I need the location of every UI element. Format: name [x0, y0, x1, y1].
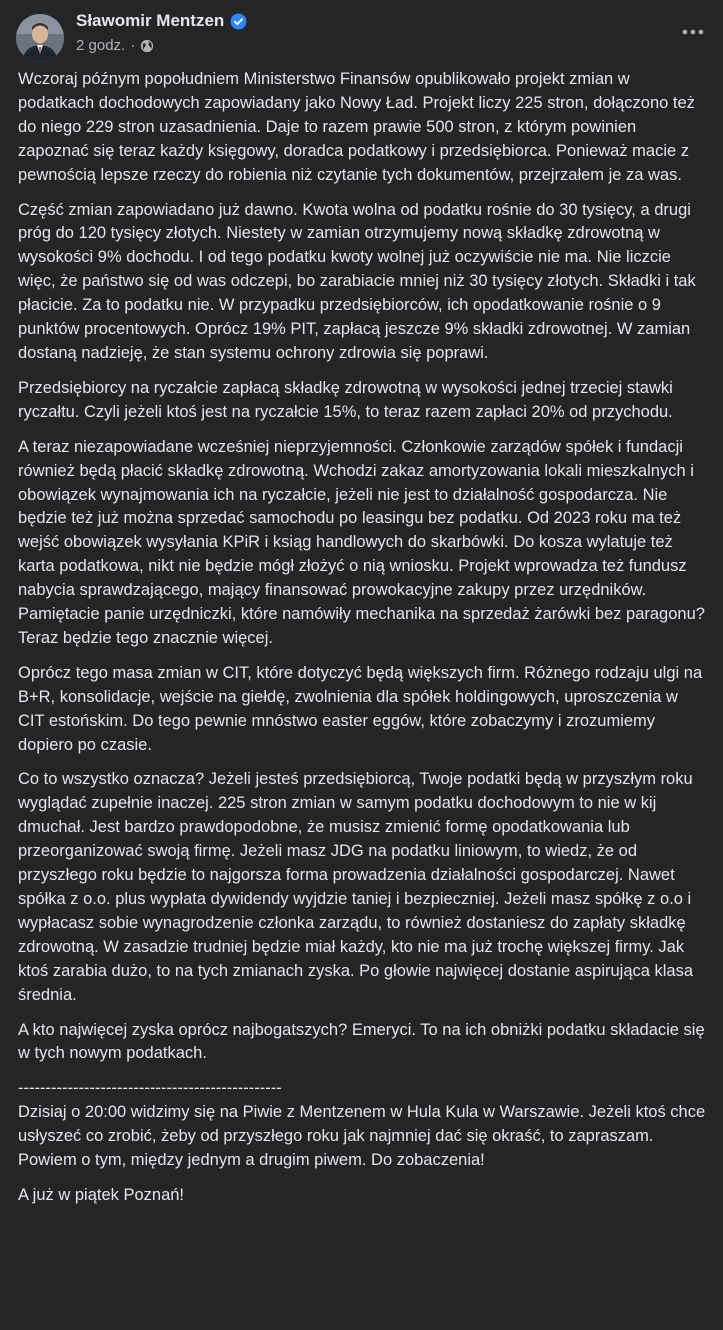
- author-info: [76, 11, 247, 54]
- post-paragraph: A kto najwięcej zyska oprócz najbogatszych? Emeryci. To na ich obniżki podatku składacie się w tych nowym podatkach.: [18, 1020, 705, 1063]
- post-paragraph: Wczoraj późnym popołudniem Ministerstwo Finansów opublikowało projekt zmian w podatkach dochodowych zapowiadany jako Nowy Ład. Projekt liczy 225 stron, dołączono też do niego 229 stron uzasadnienia. Daje to razem prawie 500 stron, z którym powinien zapoznać się teraz każdy księgowy, doradca podatkowy i przedsiębiorca. Ponieważ macie z pewnością lepsze rzeczy do robienia niż czytanie tych dokumentów, przejrzałem je za was.: [18, 70, 695, 184]
- post-paragraph: Część zmian zapowiadano już dawno. Kwota wolna od podatku rośnie do 30 tysięcy, a drugi próg do 120 tysięcy złotych. Niestety w zamian otrzymujemy nową składkę zdrowotną w wysokości 9% dochodu. I od tego podatku kwoty wolnej już oczywiście nie ma. Nie liczcie więc, że państwo się od was odczepi, bo zarabiacie mniej niż 30 tysięcy złotych. Składki i tak płacicie. Za to podatku nie. W przypadku przedsiębiorców, ich opodatkowanie rośnie o 9 punktów procentowych. Oprócz 19% PIT, zapłacą jeszcze 9% składki zdrowotnej. W zamian dostaną nadzieję, że stan systemu ochrony zdrowia się poprawi.: [18, 200, 696, 362]
- post-header: [0, 0, 723, 68]
- meta-separator: ·: [130, 37, 136, 54]
- post-paragraph: A już w piątek Poznań!: [18, 1185, 185, 1204]
- post-timestamp[interactable]: 2 godz.: [76, 37, 126, 54]
- post-paragraph: Co to wszystko oznacza? Jeżeli jesteś przedsiębiorcą, Twoje podatki będą w przyszłym roku wyglądać zupełnie inaczej. 225 stron zmian w samym podatku dochodowym to nie w kij dmuchał. Jest bardzo prawdopodobne, że musisz zmienić formę opodatkowania lub przeorganizować swoją firmę. Jeżeli masz JDG na podatku liniowym, to wiedz, że od przyszłego roku będzie to najgorsza forma prowadzenia działalności gospodarczej. Nawet spółka z o.o. plus wypłata dywidendy wyjdzie taniej i bezpieczniej. Jeżeli masz spółkę z o.o i wypłacasz sobie wynagrodzenie członka zarządu, to również dostaniesz do zapłaty składkę zdrowotną. W zasadzie trudniej będzie miał każdy, kto nie ma już trochę większej firmy. Jak ktoś zarabia dużo, to na tych zmianach zyska. Po głowie najwięcej dostanie aspirująca klasa średnia.: [18, 770, 694, 1004]
- globe-icon[interactable]: [140, 39, 154, 53]
- post-paragraph: Dzisiaj o 20:00 widzimy się na Piwie z Mentzenem w Hula Kula w Warszawie. Jeżeli ktoś chce usłyszeć co zrobić, żeby od przyszłego roku jak najmniej dać się okraść, to zapraszam. Powiem o tym, między jednym a drugim piwem. Do zobaczenia!: [18, 1103, 706, 1170]
- author-avatar[interactable]: [16, 14, 64, 62]
- post-meta: [76, 37, 247, 54]
- more-options-button[interactable]: [679, 20, 707, 44]
- profile-photo-icon: [16, 14, 64, 62]
- post-paragraph: Oprócz tego masa zmian w CIT, które dotyczyć będą większych firm. Różnego rodzaju ulgi na B+R, konsolidacje, wejście na giełdę, zwolnienia dla spółek holdingowych, uproszczenia w CIT estońskim. Do tego pewnie mnóstwo easter eggów, które zobaczymy i zrozumiemy dopiero po czasie.: [18, 663, 703, 754]
- verified-badge-icon: [230, 13, 247, 30]
- post-paragraph: A teraz niezapowiadane wcześniej nieprzyjemności. Członkowie zarządów spółek i fundacji również będą płacić składkę zdrowotną. Wchodzi zakaz amortyzowania lokali mieszkalnych i obowiązek wynajmowania ich na ryczałcie, jeżeli nie jest to działalność gospodarcza. Nie będzie też już można sprzedać samochodu po leasingu bez podatku. Od 2023 roku ma też wejść obowiązek wysyłania KPiR i ksiąg handlowych do skarbówki. Do kosza wylatuje też karta podatkowa, nikt nie będzie mógł złożyć o nią wniosku. Projekt wprowadza też fundusz nabycia sprawdzającego, mający finansować prowokacyjne zakupy przez urzędników. Pamiętacie panie urzędniczki, które namówiły mechanika na sprzedaż żarówki bez paragonu? Teraz będzie tego znacznie więcej.: [18, 437, 705, 647]
- more-options-icon: [682, 29, 704, 35]
- author-name[interactable]: Sławomir Mentzen: [76, 11, 225, 30]
- post-body: [18, 68, 706, 1219]
- author-row: [76, 11, 247, 31]
- post-paragraph: Przedsiębiorcy na ryczałcie zapłacą składkę zdrowotną w wysokości jednej trzeciej stawki ryczałtu. Czyli jeżeli ktoś jest na ryczałcie 15%, to teraz razem zapłaci 20% od przychodu.: [18, 378, 673, 421]
- post-divider-line: ------------------------------------------------: [18, 1079, 282, 1098]
